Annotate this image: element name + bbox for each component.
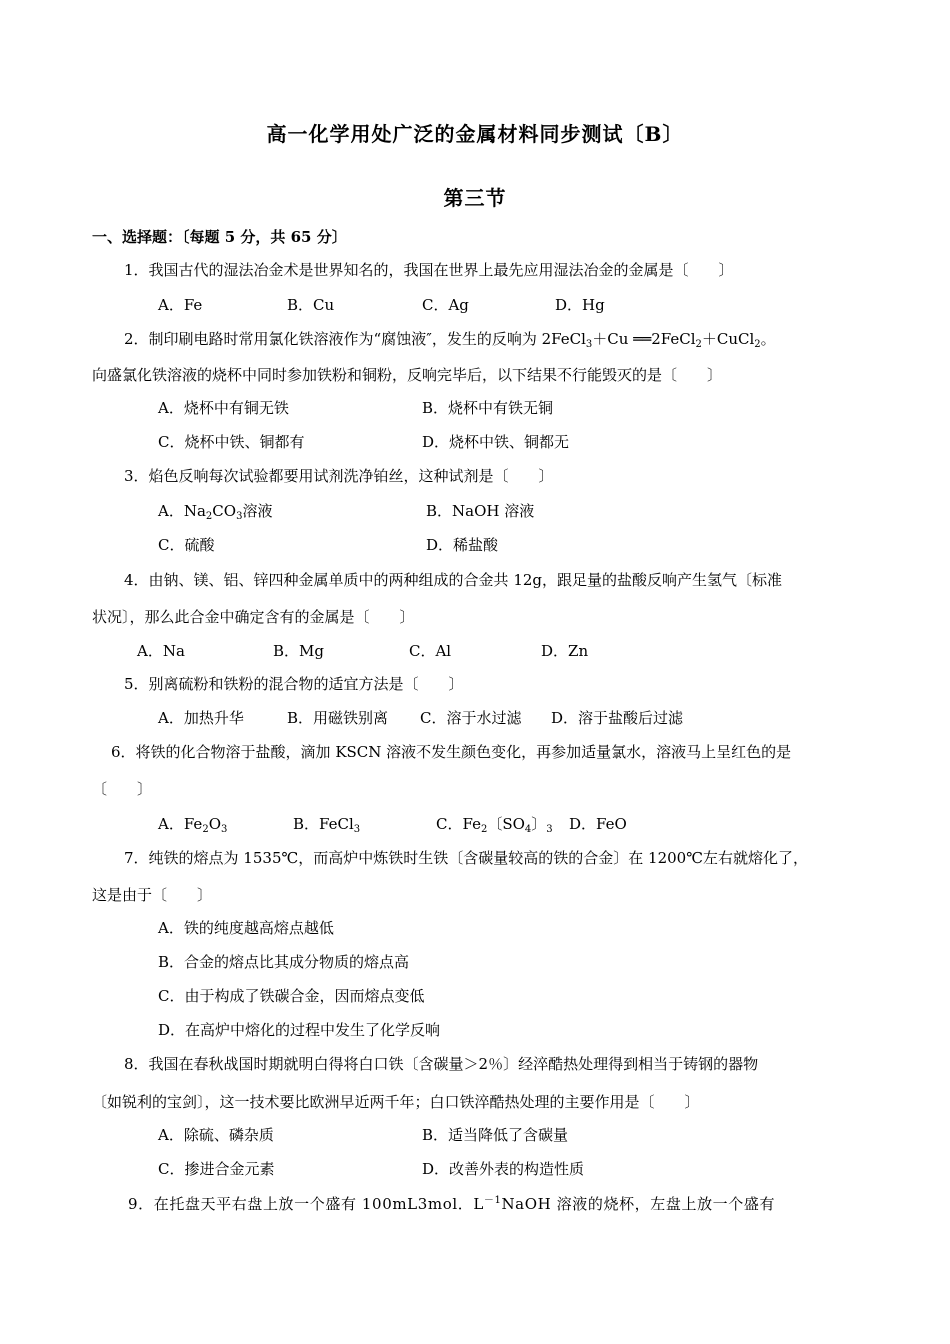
question-7-stem-line-2: 这是由于〔 〕 — [92, 886, 213, 904]
question-4-option-d: D．Zn — [541, 642, 589, 660]
question-8-stem-line-2: 〔如锐利的宝剑〕，这一技术要比欧洲早近两千年；白口铁淬酷热处理的主要作用是〔 〕 — [92, 1093, 700, 1111]
section-title: 第三节 — [443, 186, 507, 210]
question-4-stem-line-2: 状况〕，那么此合金中确定含有的金属是〔 〕 — [92, 608, 415, 626]
question-2-option-b: B．烧杯中有铁无铜 — [422, 399, 554, 417]
question-9-stem: 9．在托盘天平右盘上放一个盛有 100mL3mol．$L^{-1}NaOH$ 溶液的烧杯，左盘上放一个盛有 — [128, 1195, 776, 1213]
question-5-option-b: B．用磁铁别离 — [287, 709, 389, 727]
question-5-option-d: D．溶于盐酸后过滤 — [551, 709, 684, 727]
question-6-option-a: A．$Fe_2O_3$ — [158, 815, 228, 835]
question-7-option-a: A．铁的纯度越高熔点越低 — [158, 919, 334, 937]
question-4-option-b: B．Mg — [273, 642, 324, 660]
document-title: 高一化学用处广泛的金属材料同步测试〔B〕 — [266, 122, 684, 146]
question-2-stem: 2．制印刷电路时常用氯化铁溶液作为“腐蚀液″，发生的反响为 2FeCl$_3$＋Cu ══2FeCl$_2$＋CuCl$_2$。 — [124, 330, 776, 350]
question-8-stem: 8．我国在春秋战国时期就明白得将白口铁〔含碳量＞2％〕经淬酷热处理得到相当于铸钢的器物 — [124, 1055, 759, 1073]
question-4-stem: 4．由钠、镁、铝、锌四种金属单质中的两种组成的合金共 12g，跟足量的盐酸反响产生氢气〔标准 — [124, 571, 783, 589]
question-1-option-b: B．Cu — [287, 296, 335, 314]
question-1-option-c: C．Ag — [422, 296, 469, 314]
question-6-option-b: B．FeCl$_3$ — [293, 815, 361, 835]
question-5-option-c: C．溶于水过滤 — [420, 709, 522, 727]
question-8-option-b: B．适当降低了含碳量 — [422, 1126, 569, 1144]
question-1-stem: 1．我国古代的湿法冶金术是世界知名的，我国在世界上最先应用湿法冶金的金属是〔 〕 — [124, 261, 734, 279]
question-5-option-a: A．加热升华 — [158, 709, 244, 727]
question-2-option-c: C．烧杯中铁、铜都有 — [158, 433, 305, 451]
question-7-stem: 7．纯铁的熔点为 1535℃，而高炉中炼铁时生铁〔含碳量较高的铁的合金〕在 1200℃左右就熔化了， — [124, 849, 808, 867]
question-3-option-a: A．$Na_2CO_3$溶液 — [158, 502, 273, 522]
question-3-option-b: B．NaOH 溶液 — [426, 502, 535, 520]
question-8-option-d: D．改善外表的构造性质 — [422, 1160, 585, 1178]
question-4-option-c: C．Al — [409, 642, 452, 660]
question-4-option-a: A．Na — [137, 642, 185, 660]
question-6-option-d: D．FeO — [569, 815, 627, 833]
question-5-stem: 5．别离硫粉和铁粉的混合物的适宜方法是〔 〕 — [124, 675, 464, 693]
question-8-option-c: C．掺进合金元素 — [158, 1160, 275, 1178]
question-3-option-d: D．稀盐酸 — [426, 536, 499, 554]
question-3-stem: 3．焰色反响每次试验都要用试剂洗净铂丝，这种试剂是〔 〕 — [124, 467, 554, 485]
question-1-option-a: A．Fe — [158, 296, 203, 314]
question-6-stem-line-2: 〔 〕 — [92, 780, 153, 798]
question-2-option-a: A．烧杯中有铜无铁 — [158, 399, 289, 417]
question-1-option-d: D．Hg — [555, 296, 605, 314]
part-heading: 一、选择题：〔每题 5 分，共 65 分〕 — [92, 228, 347, 246]
question-3-option-c: C．硫酸 — [158, 536, 215, 554]
question-2-option-d: D．烧杯中铁、铜都无 — [422, 433, 570, 451]
question-6-stem: 6．将铁的化合物溶于盐酸，滴加 KSCN 溶液不发生颜色变化，再参加适量氯水，溶液马上呈红色的是 — [111, 743, 792, 761]
question-7-option-d: D．在高炉中熔化的过程中发生了化学反响 — [158, 1021, 441, 1039]
question-8-option-a: A．除硫、磷杂质 — [158, 1126, 274, 1144]
question-6-option-c: C．$Fe_2$〔$SO_4$〕$_3$ — [436, 815, 553, 835]
question-7-option-b: B．合金的熔点比其成分物质的熔点高 — [158, 953, 410, 971]
question-7-option-c: C．由于构成了铁碳合金，因而熔点变低 — [158, 987, 425, 1005]
question-2-stem-line-2: 向盛氯化铁溶液的烧杯中同时参加铁粉和铜粉，反响完毕后，以下结果不行能毁灭的是〔 〕 — [92, 366, 723, 384]
